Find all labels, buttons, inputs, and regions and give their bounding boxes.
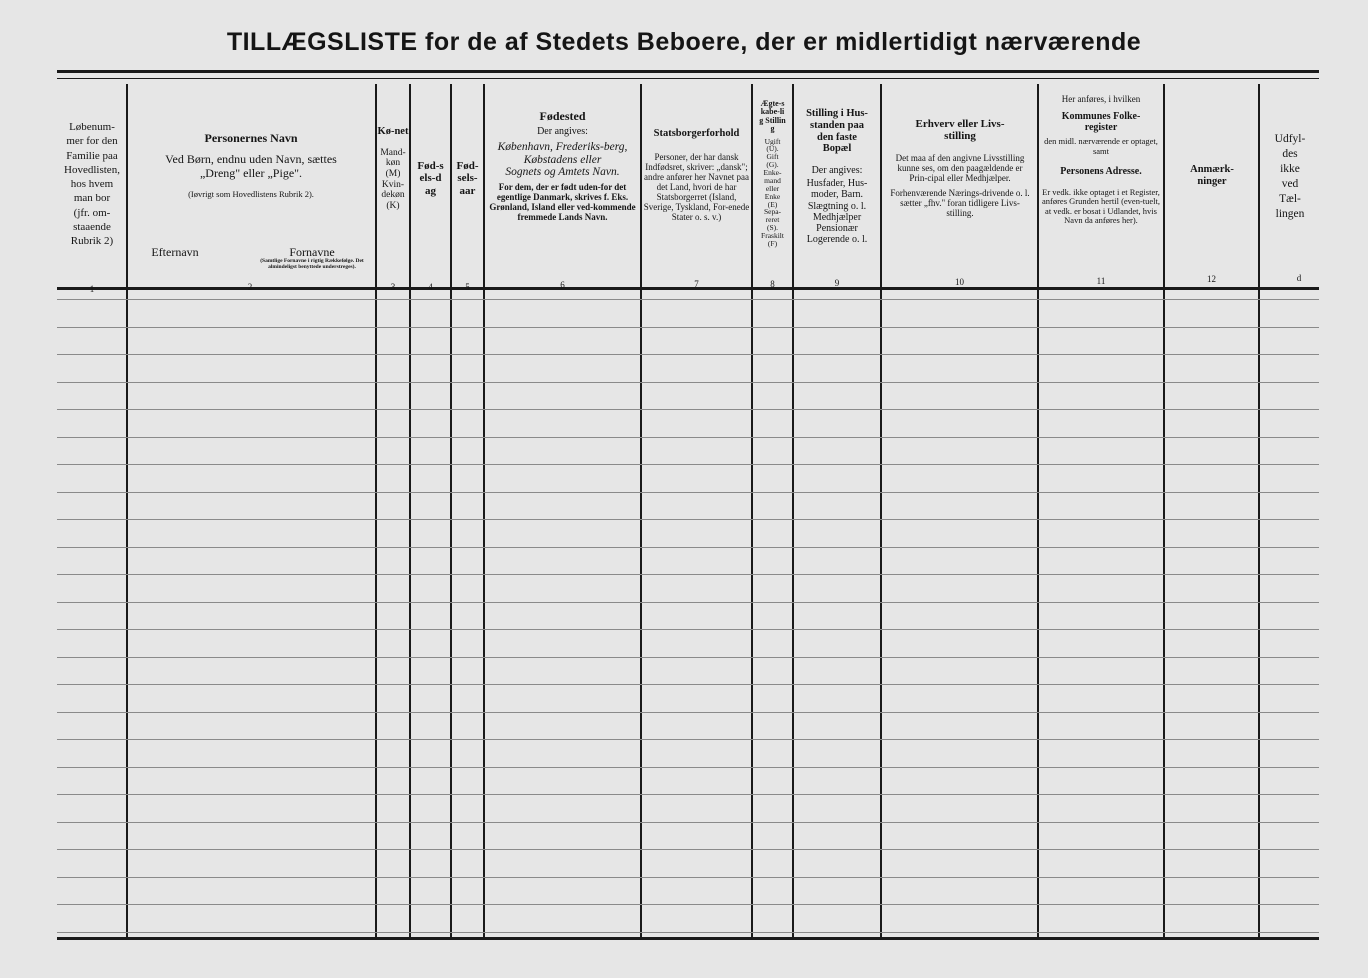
col3-sub: (K) bbox=[386, 200, 400, 211]
col2-note: (Iøvrigt som Hovedlistens Rubrik 2). bbox=[188, 189, 314, 200]
col8-sub: eller bbox=[765, 183, 780, 193]
col8-sub: (F) bbox=[767, 238, 778, 248]
page-title: TILLÆGSLISTE for de af Stedets Beboere, der er midlertidigt nærværende bbox=[226, 28, 1142, 56]
col8-sub: (S). bbox=[766, 223, 779, 233]
col8-sub: (U). bbox=[766, 144, 779, 154]
col10-heading: Erhverv eller Livs-stilling bbox=[915, 118, 1005, 143]
bottom-rule bbox=[57, 937, 1319, 940]
top-rule bbox=[57, 70, 1319, 73]
col3-sub: dekøn bbox=[381, 190, 405, 201]
col1-line: Familie paa bbox=[66, 149, 118, 162]
header-col-7 bbox=[643, 128, 750, 328]
header-col-8 bbox=[753, 100, 792, 300]
col-number: 8 bbox=[770, 279, 775, 289]
col11-heading2: Personens Adresse. bbox=[1060, 166, 1142, 178]
col9-heading: Stilling i Hus-standen paa den faste Bopæl bbox=[806, 108, 868, 155]
row-rule bbox=[57, 492, 1319, 493]
col3-sub: Mand- bbox=[380, 147, 406, 158]
col6-sub1: Der angives: bbox=[537, 126, 588, 138]
col2-fornavne bbox=[250, 246, 374, 286]
col7-sub: Personer, der har dansk Indfødsret, skriver: „dansk"; andre anfører her Navnet paa det Land, hvori de har Statsborgerret (Island, Sverige, Tyskland, For-enede Stater o. s. v.) bbox=[643, 151, 750, 223]
col-number: d bbox=[1296, 273, 1302, 283]
cold-line: Tæl- bbox=[1279, 192, 1301, 205]
col1-line: Løbenum- bbox=[69, 121, 115, 133]
col7-heading: Statsborgerforhold bbox=[653, 128, 740, 139]
col8-sub: reret bbox=[765, 215, 780, 225]
col8-sub: Ugift bbox=[764, 136, 781, 146]
col12-heading: Anmærk-ninger bbox=[1190, 164, 1234, 187]
col8-sub: Enke bbox=[764, 191, 781, 201]
col8-sub: Enke- bbox=[763, 168, 782, 178]
col1-line: Hovedlisten, bbox=[64, 163, 120, 176]
col3-heading: Kø-net bbox=[377, 126, 409, 137]
top-rule-thin bbox=[57, 78, 1319, 79]
row-rule bbox=[57, 519, 1319, 520]
cold-line: ikke bbox=[1280, 162, 1300, 175]
col11-sub2: Er vedk. ikke optaget i et Register, anføres Grunden hertil (even-tuelt, at vedk. er bosat i Udlandet, hvis Navn da anføres her). bbox=[1042, 186, 1161, 226]
row-rule bbox=[57, 657, 1319, 658]
fornavne-note: (Samtlige Fornavne i rigtig Rækkefølge. Det almindeligst benyttede understreges). bbox=[260, 258, 364, 271]
col-divider bbox=[1037, 84, 1039, 937]
col10-sub1: Det maa af den angivne Livsstilling kunne ses, om den paagældende er Prin-cipal eller Medhjælper. bbox=[895, 152, 1025, 183]
col-number: 9 bbox=[834, 278, 840, 288]
col6-sub2: København, Frederiks-berg, Købstadens eller bbox=[497, 140, 628, 166]
col6-sub4: For dem, der er født uden-for det egentlige Danmark, skrives f. Eks. Grønland, Island eller ved-kommende fremmede Lands Navn. bbox=[489, 182, 636, 223]
col8-sub: Gift bbox=[766, 152, 779, 162]
col1-line: staaende bbox=[73, 221, 111, 234]
col11-heading: Kommunes Folke-register bbox=[1061, 111, 1141, 134]
row-rule bbox=[57, 629, 1319, 630]
col4-heading: Fød-sels-dag bbox=[417, 160, 444, 197]
row-rule bbox=[57, 464, 1319, 465]
col9-sub1: Der angives: bbox=[811, 165, 863, 176]
row-rule bbox=[57, 904, 1319, 905]
row-rule bbox=[57, 684, 1319, 685]
col-divider bbox=[483, 84, 485, 937]
row-rule bbox=[57, 409, 1319, 410]
header-col-4 bbox=[412, 160, 449, 360]
header-col-12 bbox=[1166, 164, 1258, 364]
col5-heading: Fød-sels-aar bbox=[456, 160, 479, 197]
col-number: 7 bbox=[694, 279, 699, 289]
cold-line: lingen bbox=[1275, 207, 1305, 220]
efternavn-label: Efternavn bbox=[151, 246, 199, 259]
col3-sub: Kvin- bbox=[381, 179, 405, 190]
col11-sub1: den midl. nærværende er optaget, samt bbox=[1044, 136, 1158, 156]
col8-sub: (G). bbox=[766, 160, 779, 170]
col2-efternavn bbox=[130, 246, 220, 262]
col-number: 4 bbox=[428, 282, 433, 292]
header-col-10 bbox=[884, 118, 1036, 318]
col6-sub3: Sognets og Amtets Navn. bbox=[505, 166, 620, 179]
row-rule bbox=[57, 932, 1319, 933]
cold-line: des bbox=[1282, 147, 1298, 160]
row-rule bbox=[57, 739, 1319, 740]
row-rule bbox=[57, 354, 1319, 355]
col8-sub: Sepa- bbox=[763, 207, 782, 217]
col-divider bbox=[792, 84, 794, 937]
row-rule bbox=[57, 794, 1319, 795]
col11-top: Her anføres, i hvilken bbox=[1061, 94, 1141, 104]
col1-line: (jfr. om- bbox=[73, 206, 111, 219]
row-rule bbox=[57, 822, 1319, 823]
row-rule bbox=[57, 602, 1319, 603]
row-rule bbox=[57, 849, 1319, 850]
row-rule bbox=[57, 382, 1319, 383]
col3-sub: (M) bbox=[385, 169, 401, 179]
col6-heading: Fødested bbox=[539, 110, 586, 123]
row-rule bbox=[57, 712, 1319, 713]
header-col-11 bbox=[1040, 94, 1162, 294]
col-divider bbox=[880, 84, 882, 937]
header-col-2 bbox=[128, 132, 374, 332]
col-number: 10 bbox=[955, 277, 964, 287]
col-number: 5 bbox=[465, 282, 470, 292]
row-rule bbox=[57, 877, 1319, 878]
row-rule bbox=[57, 574, 1319, 575]
header-col-d bbox=[1261, 132, 1319, 332]
col-number: 2 bbox=[247, 282, 253, 292]
col8-heading: Ægte-skabe-lig Stilling bbox=[759, 100, 786, 134]
col-divider bbox=[1163, 84, 1165, 937]
col-divider bbox=[409, 84, 411, 937]
row-rule bbox=[57, 547, 1319, 548]
col-number: 6 bbox=[560, 280, 565, 290]
col1-line: hos hvem bbox=[70, 178, 114, 191]
col2-line2: „Dreng" eller „Pige". bbox=[199, 165, 303, 180]
col10-sub2: Forhenværende Nærings-drivende o. l. sætter „fhv." foran tidligere Livs-stilling. bbox=[890, 187, 1030, 219]
col-divider bbox=[1258, 84, 1260, 937]
col1-line: Rubrik 2) bbox=[70, 235, 114, 248]
col-number: 12 bbox=[1207, 274, 1216, 284]
col3-sub: køn bbox=[385, 158, 401, 169]
cold-line: ved bbox=[1281, 177, 1299, 190]
col1-line: mer for den bbox=[66, 135, 118, 148]
col2-heading: Personernes Navn bbox=[204, 132, 298, 145]
col8-sub: (E) bbox=[767, 199, 778, 209]
col-number: 3 bbox=[390, 282, 396, 292]
fornavne-label: Fornavne bbox=[289, 246, 335, 259]
col8-sub: mand bbox=[764, 175, 781, 185]
cold-line: Udfyl- bbox=[1274, 133, 1306, 145]
col2-line1: Ved Børn, endnu uden Navn, sættes bbox=[165, 152, 337, 167]
col-divider bbox=[640, 84, 642, 937]
header-col-3 bbox=[377, 126, 409, 326]
header-col-5 bbox=[452, 160, 483, 360]
row-rule bbox=[57, 767, 1319, 768]
row-rule bbox=[57, 437, 1319, 438]
col-number: 1 bbox=[89, 284, 95, 294]
col1-line: man bor bbox=[73, 192, 111, 205]
col8-sub: Fraskilt bbox=[761, 231, 784, 241]
col-number: 11 bbox=[1096, 276, 1106, 286]
col9-sub2: Husfader, Hus-moder, Barn. Slægtning o. l. Medhjælper Pensionær Logerende o. l. bbox=[806, 178, 868, 246]
